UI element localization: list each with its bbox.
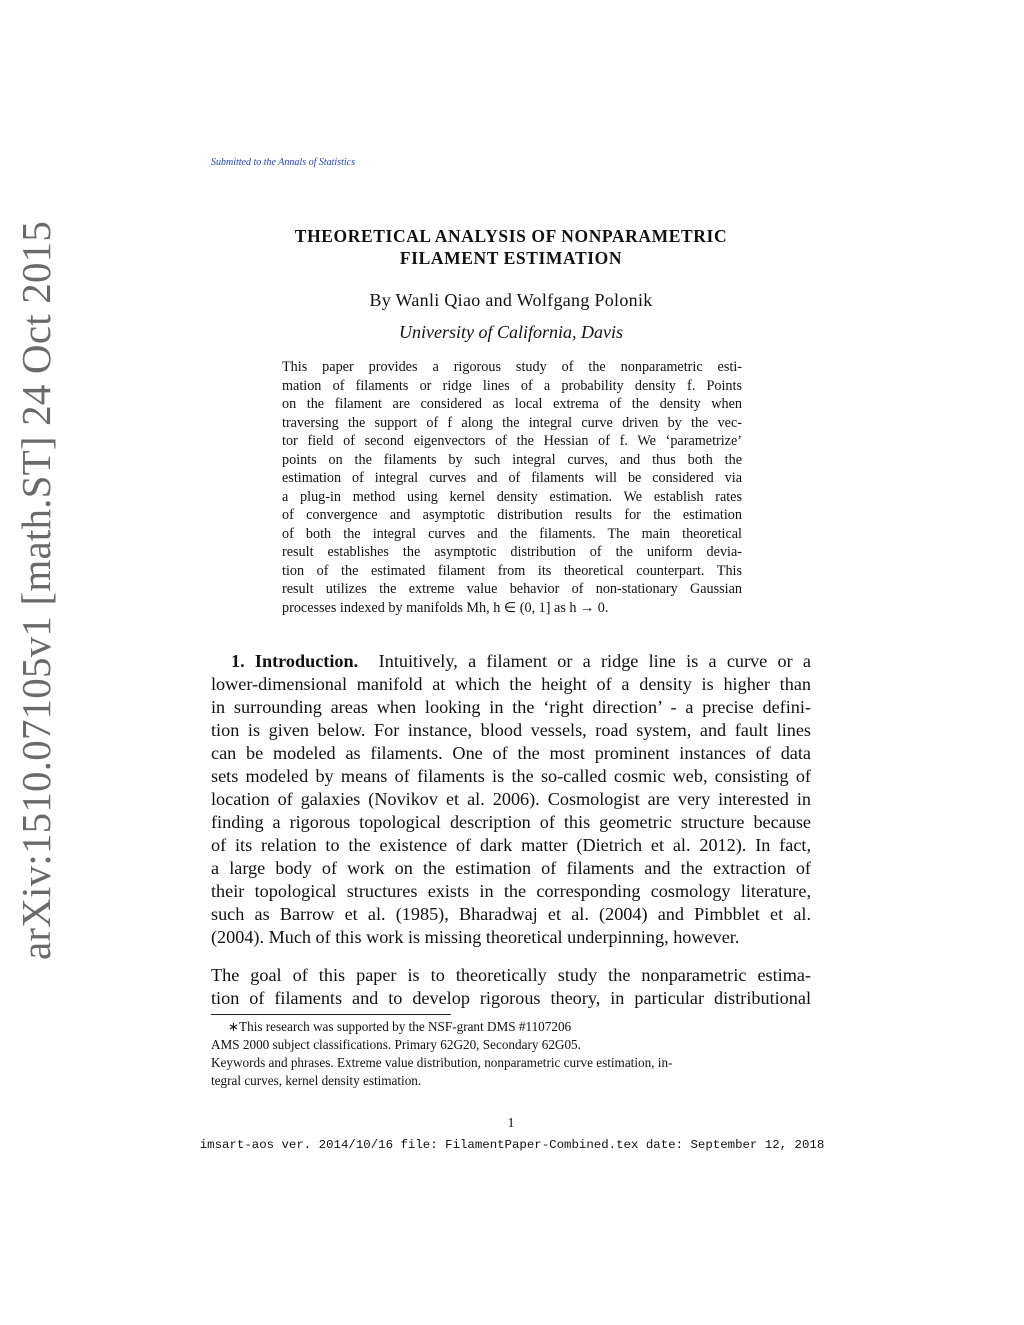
title-line-2: FILAMENT ESTIMATION (399, 248, 623, 268)
paper-title (211, 225, 811, 269)
intro-line: The goal of this paper is to theoretically study the nonparametric estima- (211, 965, 811, 985)
ams-classification: AMS 2000 subject classifications. Primary 62G20, Secondary 62G05. (211, 1037, 581, 1052)
footnote-divider (211, 1014, 451, 1015)
abstract-line: of both the integral curves and the filaments. The main theoretical (282, 525, 742, 542)
journal-header[interactable]: Submitted to the Annals of Statistics (211, 157, 355, 168)
abstract-line: a plug-in method using kernel density estimation. We establish rates (282, 488, 742, 505)
abstract-line: traversing the support of f along the integral curve driven by the vec- (282, 414, 742, 431)
intro-line: a large body of work on the estimation of filaments and the extraction of (211, 858, 811, 878)
abstract-line: tor field of second eigenvectors of the Hessian of f. We ‘parametrize’ (282, 433, 742, 449)
introduction-section (211, 650, 811, 1010)
intro-line: their topological structures exists in the corresponding cosmology literature, (211, 881, 811, 901)
abstract-line: on the filament are considered as local extrema of the density when (282, 396, 742, 412)
arxiv-identifier-stamp: arXiv:1510.07105v1 [math.ST] 24 Oct 2015 (13, 220, 59, 960)
intro-line: lower-dimensional manifold at which the height of a density is higher than (211, 674, 811, 694)
intro-line: (2004). Much of this work is missing theoretical underpinning, however. (211, 927, 740, 947)
keywords-line-1: Keywords and phrases. Extreme value distribution, nonparametric curve estimation, in- (211, 1055, 673, 1070)
intro-first-line (211, 650, 811, 673)
abstract-line: This paper provides a rigorous study of the nonparametric esti- (282, 359, 742, 375)
abstract-line: processes indexed by manifolds Mh, h ∈ (0, 1] as h → 0. (282, 599, 609, 616)
intro-paragraph-1 (211, 650, 811, 949)
intro-line: of its relation to the existence of dark matter (Dietrich et al. 2012). In fact, (211, 835, 811, 855)
abstract-line: mation of filaments or ridge lines of a probability density f. Points (282, 377, 742, 394)
abstract-line: points on the filaments by such integral curves, and thus both the (282, 451, 742, 468)
abstract-line: result utilizes the extreme value behavior of non-stationary Gaussian (282, 581, 742, 597)
intro-line: Intuitively, a filament or a ridge line is a curve or a (378, 651, 811, 671)
abstract-line: result establishes the asymptotic distribution of the uniform devia- (282, 544, 742, 560)
abstract-line: estimation of integral curves and of filaments will be considered via (282, 470, 742, 486)
keywords-line-2: tegral curves, kernel density estimation. (211, 1073, 422, 1088)
document-footer: imsart-aos ver. 2014/10/16 file: FilamentPaper-Combined.tex date: September 12, 2018 (199, 1138, 825, 1152)
section-heading: 1. Introduction. (231, 651, 359, 671)
abstract-line: tion of the estimated filament from its theoretical counterpart. This (282, 562, 742, 579)
intro-line: tion of filaments and to develop rigorous theory, in particular distributional (211, 988, 811, 1008)
abstract (282, 358, 742, 617)
intro-line: tion is given below. For instance, blood vessels, road system, and fault lines (211, 720, 811, 740)
page-number: 1 (507, 1116, 515, 1131)
abstract-line: of convergence and asymptotic distribution results for the estimation (282, 507, 742, 523)
intro-line: location of galaxies (Novikov et al. 2006). Cosmologist are very interested in (211, 789, 811, 809)
footnotes (211, 1018, 811, 1090)
intro-line: such as Barrow et al. (1985), Bharadwaj et al. (2004) and Pimbblet et al. (211, 904, 811, 924)
intro-line: can be modeled as filaments. One of the most prominent instances of data (211, 743, 811, 763)
intro-paragraph-2 (211, 964, 811, 1010)
author-affiliation: University of California, Davis (399, 322, 623, 342)
intro-line: sets modeled by means of filaments is the so-called cosmic web, consisting of (211, 766, 811, 786)
paper-authors: By Wanli Qiao and Wolfgang Polonik (369, 290, 653, 310)
funding-footnote: ∗This research was supported by the NSF-grant DMS #1107206 (228, 1019, 572, 1034)
intro-line: in surrounding areas when looking in the ‘right direction’ - a precise defini- (211, 697, 811, 717)
title-line-1: THEORETICAL ANALYSIS OF NONPARAMETRIC (294, 226, 728, 246)
intro-line: finding a rigorous topological description of this geometric structure because (211, 812, 811, 832)
